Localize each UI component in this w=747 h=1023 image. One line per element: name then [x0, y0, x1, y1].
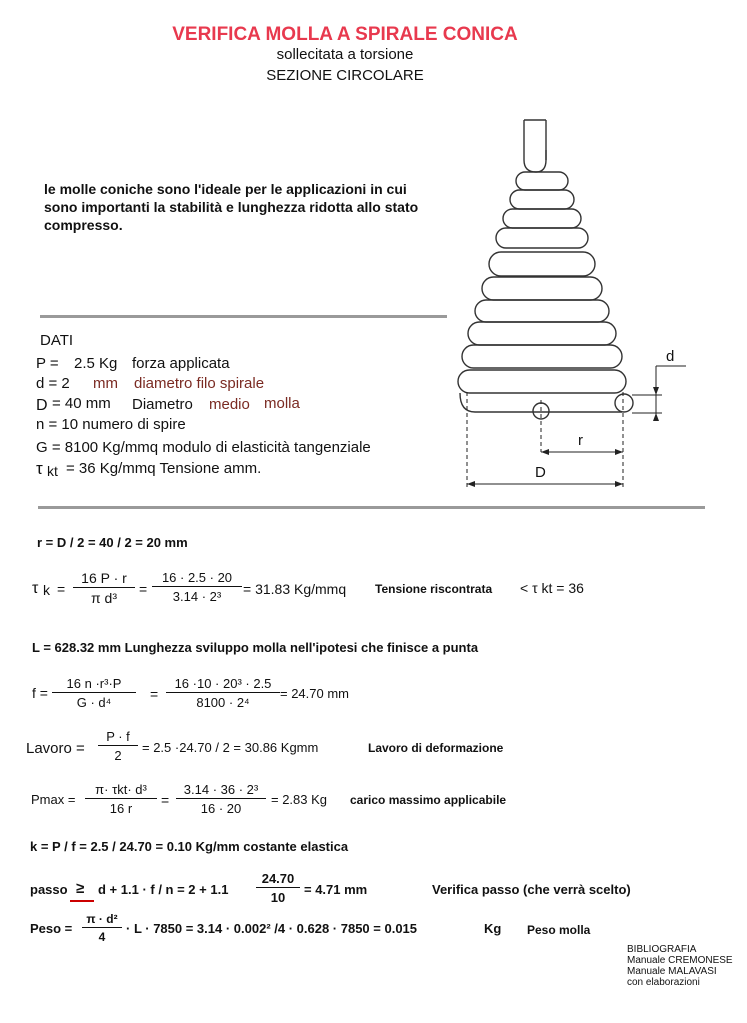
- f-eq: =: [150, 686, 159, 702]
- dim-label-D: D: [535, 464, 546, 481]
- pmax-fraction-numeric: [176, 782, 266, 816]
- dati-d-unit: mm: [93, 375, 118, 392]
- peso-f-num: π · d²: [82, 912, 122, 928]
- dati-P-desc: forza applicata: [132, 355, 230, 372]
- lavoro-f-num: P · f: [98, 729, 138, 746]
- tk-sub: k: [43, 582, 50, 598]
- dati-D-value: = 40 mm: [52, 395, 111, 412]
- coil: [510, 190, 574, 209]
- dim-label-r: r: [578, 432, 583, 449]
- tk-f1-num: 16 P · r: [73, 570, 135, 588]
- dati-D-desc3: molla: [264, 395, 300, 412]
- dim-label-d: d: [666, 348, 675, 365]
- passo-fraction: [256, 871, 300, 905]
- dati-d-desc: diametro filo spirale: [134, 375, 265, 392]
- coil: [468, 322, 616, 345]
- dati-P-label: P =: [36, 355, 59, 372]
- passo-result: = 4.71 mm: [304, 882, 368, 897]
- tk-eq2: =: [139, 581, 148, 597]
- dati-D-desc2: medio: [209, 396, 250, 413]
- section-title: SEZIONE CIRCOLARE: [266, 67, 424, 84]
- coil: [496, 228, 588, 248]
- passo-f-den: 10: [270, 890, 286, 905]
- r-formula: r = D / 2 = 40 / 2 = 20 mm: [37, 535, 188, 550]
- tk-note: Tensione riscontrata: [375, 582, 493, 596]
- tk-symbol: τ: [32, 580, 39, 597]
- tk-fraction-symbolic: [73, 570, 135, 606]
- dati-tau-symbol: τ: [36, 459, 43, 478]
- pmax-lhs: Pmax =: [31, 792, 76, 807]
- pmax-f2-num: 3.14 · 36 · 2³: [176, 782, 266, 799]
- dati-tau-sub: kt: [47, 463, 58, 479]
- L-formula: L = 628.32 mm Lunghezza sviluppo molla nell'ipotesi che finisce a punta: [32, 640, 479, 655]
- f-fraction-numeric: [166, 676, 280, 710]
- coil: [475, 300, 609, 322]
- dati-D-desc1: Diametro: [132, 396, 193, 413]
- coil: [482, 277, 602, 300]
- peso-fraction: [82, 912, 122, 944]
- pmax-f2-den: 16 · 20: [200, 801, 242, 816]
- intro-text: le molle coniche sono l'ideale per le applicazioni in cui sono importanti la stabilità e lunghezza ridotta allo stato compresso.: [44, 181, 419, 233]
- peso-expr: · L · 7850 = 3.14 · 0.002² /4 · 0.628 · 7850 = 0.015: [126, 921, 418, 936]
- dati-d-label: d = 2: [36, 375, 70, 392]
- k-formula: k = P / f = 2.5 / 24.70 = 0.10 Kg/mm costante elastica: [30, 839, 349, 854]
- f-result: = 24.70 mm: [280, 686, 350, 701]
- f-lhs: f =: [32, 685, 48, 701]
- tk-f2-den: 3.14 · 2³: [172, 589, 222, 604]
- dati-tau-text: = 36 Kg/mmq Tensione amm.: [66, 460, 262, 477]
- tk-f1-den: π d³: [91, 590, 117, 606]
- lavoro-fraction: [98, 729, 138, 763]
- coil: [462, 345, 622, 368]
- passo-underline: [70, 900, 94, 902]
- dati-D-label: D: [36, 397, 48, 414]
- tk-compare: < τ kt = 36: [520, 580, 584, 596]
- f-f2-den: 8100 · 2⁴: [196, 695, 250, 710]
- lavoro-result: = 2.5 ·24.70 / 2 = 30.86 Kgmm: [142, 740, 319, 755]
- bibliography-item: Manuale MALAVASI: [627, 966, 717, 977]
- peso-lhs: Peso =: [30, 921, 73, 936]
- dati-heading: DATI: [40, 332, 74, 349]
- pmax-fraction-symbolic: [85, 782, 157, 816]
- lavoro-f-den: 2: [114, 748, 122, 763]
- passo-f-num: 24.70: [256, 871, 300, 888]
- pmax-note: carico massimo applicabile: [350, 793, 507, 807]
- bibliography: [627, 944, 733, 988]
- page-subtitle: sollecitata a torsione: [276, 46, 414, 63]
- tk-fraction-numeric: [152, 570, 242, 604]
- wire-section: [615, 394, 633, 412]
- dati-G: G = 8100 Kg/mmq modulo di elasticità tangenziale: [36, 439, 371, 456]
- f-f1-den: G · d⁴: [76, 695, 112, 710]
- coil: [489, 252, 595, 276]
- passo-lhs: passo: [30, 882, 68, 897]
- dati-n: n = 10 numero di spire: [36, 416, 186, 433]
- pmax-f1-num: π· τkt· d³: [85, 782, 157, 799]
- f-fraction-symbolic: [52, 676, 136, 710]
- coil: [458, 370, 626, 393]
- tk-eq: =: [57, 581, 66, 597]
- passo-note: Verifica passo (che verrà scelto): [432, 882, 631, 897]
- bibliography-item: Manuale CREMONESE: [627, 955, 733, 966]
- pmax-result: = 2.83 Kg: [271, 792, 328, 807]
- tk-f2-num: 16 · 2.5 · 20: [152, 570, 242, 587]
- dati-P-value: 2.5 Kg: [74, 355, 118, 372]
- coil: [516, 172, 568, 190]
- peso-note: Peso molla: [527, 923, 591, 937]
- tk-result: = 31.83 Kg/mmq: [243, 581, 347, 597]
- passo-ge: ≥: [76, 880, 85, 897]
- bibliography-item: con elaborazioni: [627, 977, 700, 988]
- passo-mid: d + 1.1 · f / n = 2 + 1.1: [98, 882, 229, 897]
- lavoro-note: Lavoro di deformazione: [368, 741, 504, 755]
- lavoro-lhs: Lavoro =: [26, 740, 85, 757]
- peso-f-den: 4: [98, 930, 106, 944]
- pmax-eq: =: [161, 792, 170, 808]
- pmax-f1-den: 16 r: [109, 801, 133, 816]
- bibliography-title: BIBLIOGRAFIA: [627, 944, 697, 955]
- page-title: VERIFICA MOLLA A SPIRALE CONICA: [172, 24, 518, 45]
- f-f1-num: 16 n ·r³·P: [52, 676, 136, 693]
- f-f2-num: 16 ·10 · 20³ · 2.5: [166, 676, 280, 693]
- peso-unit: Kg: [484, 921, 502, 936]
- coil: [503, 209, 581, 228]
